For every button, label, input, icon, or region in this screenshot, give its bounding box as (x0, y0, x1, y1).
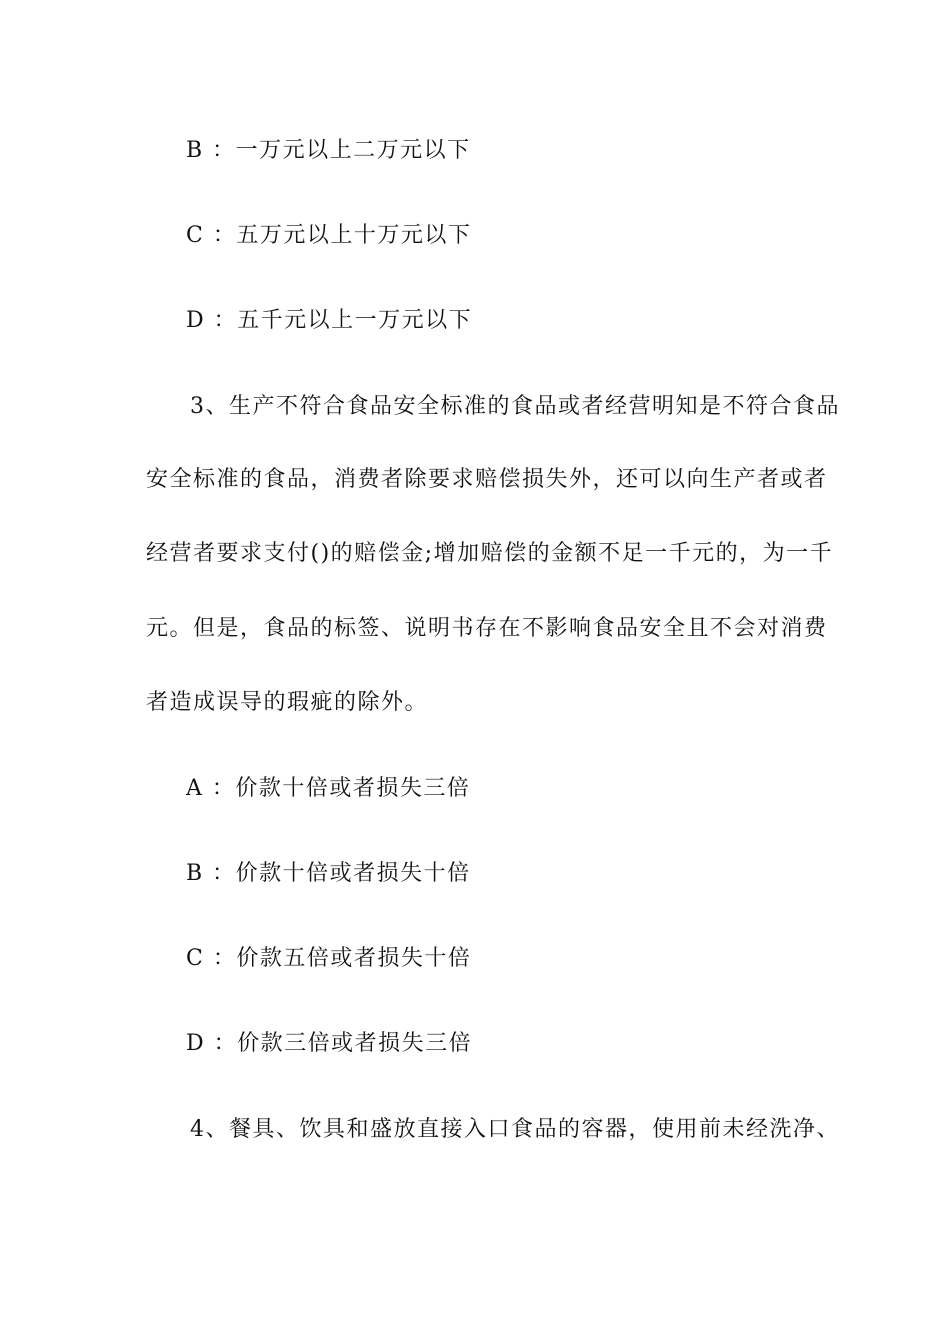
q3-question-line-1: 3、生产不符合食品安全标准的食品或者经营明知是不符合食品 (190, 394, 840, 419)
q3-question-line-3: 经营者要求支付()的赔偿金;增加赔偿的金额不足一千元的，为一千 (146, 541, 834, 566)
q3-question-line-5: 者造成误导的瑕疵的除外。 (146, 690, 429, 715)
q2-option-b: B ：一万元以上二万元以下 (186, 138, 471, 163)
q2-option-d: D ：五千元以上一万元以下 (186, 308, 473, 333)
q3-option-a: A ：价款十倍或者损失三倍 (186, 776, 471, 801)
q3-option-d: D ：价款三倍或者损失三倍 (186, 1031, 473, 1056)
q3-question-line-2: 安全标准的食品，消费者除要求赔偿损失外，还可以向生产者或者 (146, 467, 828, 492)
q4-question-line-1: 4、餐具、饮具和盛放直接入口食品的容器，使用前未经洗净、 (190, 1117, 840, 1142)
q3-question-line-4: 元。但是，食品的标签、说明书存在不影响食品安全且不会对消费 (146, 616, 828, 641)
q2-option-c: C ：五万元以上十万元以下 (186, 223, 472, 248)
q3-option-b: B ：价款十倍或者损失十倍 (186, 861, 471, 886)
q3-option-c: C ：价款五倍或者损失十倍 (186, 946, 472, 971)
